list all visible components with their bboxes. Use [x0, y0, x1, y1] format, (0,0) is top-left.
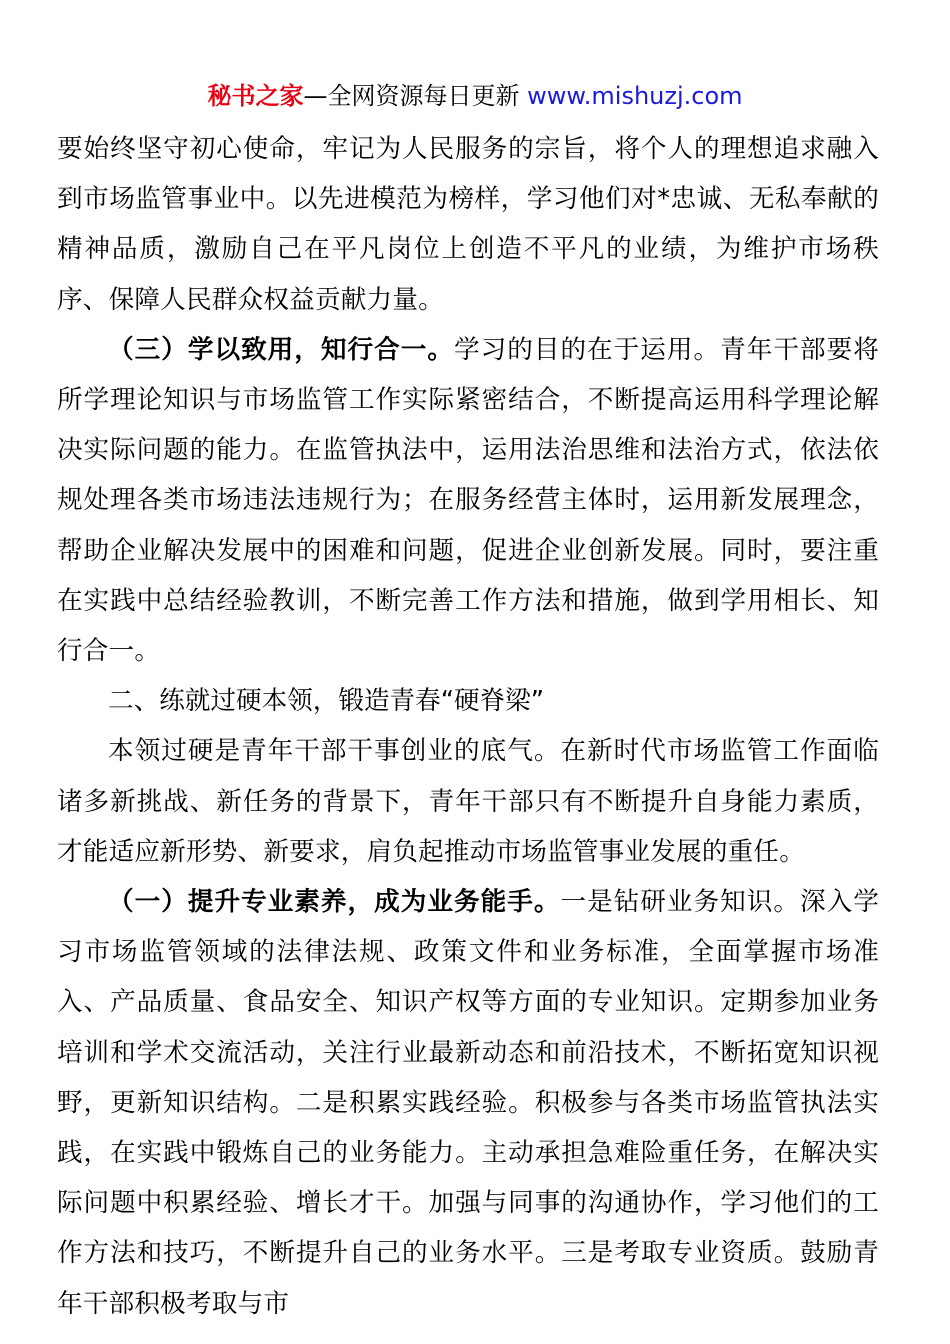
- header-url[interactable]: www.mishuzj.com: [527, 82, 743, 110]
- paragraph-lead: （三）学以致用，知行合一。: [108, 334, 454, 365]
- header-tagline: —全网资源每日更新: [303, 82, 528, 110]
- paragraph-text: 要始终坚守初心使命，牢记为人民服务的宗旨，将个人的理想追求融入到市场监管事业中。以先进模范为榜样，学习他们对*忠诚、无私奉献的精神品质，激励自己在平凡岗位上创造不平凡的业绩，为维护市场秩序、保障人民群众权益贡献力量。: [57, 134, 879, 315]
- section-heading: 二、练就过硬本领，锻造青春“硬脊梁”: [108, 686, 545, 717]
- document-body: [57, 124, 879, 1329]
- paragraph-4: [57, 877, 879, 1329]
- header-brand: 秘书之家: [207, 82, 304, 110]
- paragraph-text: 一是钻研业务知识。深入学习市场监管领域的法律法规、政策文件和业务标准，全面掌握市场准入、产品质量、食品安全、知识产权等方面的专业知识。定期参加业务培训和学术交流活动，关注行业最新动态和前沿技术，不断拓宽知识视野，更新知识结构。二是积累实践经验。积极参与各类市场监管执法实践，在实践中锻炼自己的业务能力。主动承担急难险重任务，在解决实际问题中积累经验、增长才干。加强与同事的沟通协作，学习他们的工作方法和技巧，不断提升自己的业务水平。三是考取专业资质。鼓励青年干部积极考取与市: [57, 887, 880, 1319]
- paragraph-3: [57, 726, 879, 877]
- paragraph-2: [57, 325, 879, 676]
- paragraph-1: [57, 124, 879, 325]
- page-header: [0, 78, 950, 114]
- paragraph-lead: （一）提升专业素养，成为业务能手。: [108, 887, 561, 918]
- paragraph-text: 本领过硬是青年干部干事创业的底气。在新时代市场监管工作面临诸多新挑战、新任务的背景下，青年干部只有不断提升自身能力素质，才能适应新形势、新要求，肩负起推动市场监管事业发展的重任。: [57, 736, 879, 867]
- paragraph-text: 学习的目的在于运用。青年干部要将所学理论知识与市场监管工作实际紧密结合，不断提高运用科学理论解决实际问题的能力。在监管执法中，运用法治思维和法治方式，依法依规处理各类市场违法违规行为；在服务经营主体时，运用新发展理念，帮助企业解决发展中的困难和问题，促进企业创新发展。同时，要注重在实践中总结经验教训，不断完善工作方法和措施，做到学用相长、知行合一。: [57, 334, 879, 667]
